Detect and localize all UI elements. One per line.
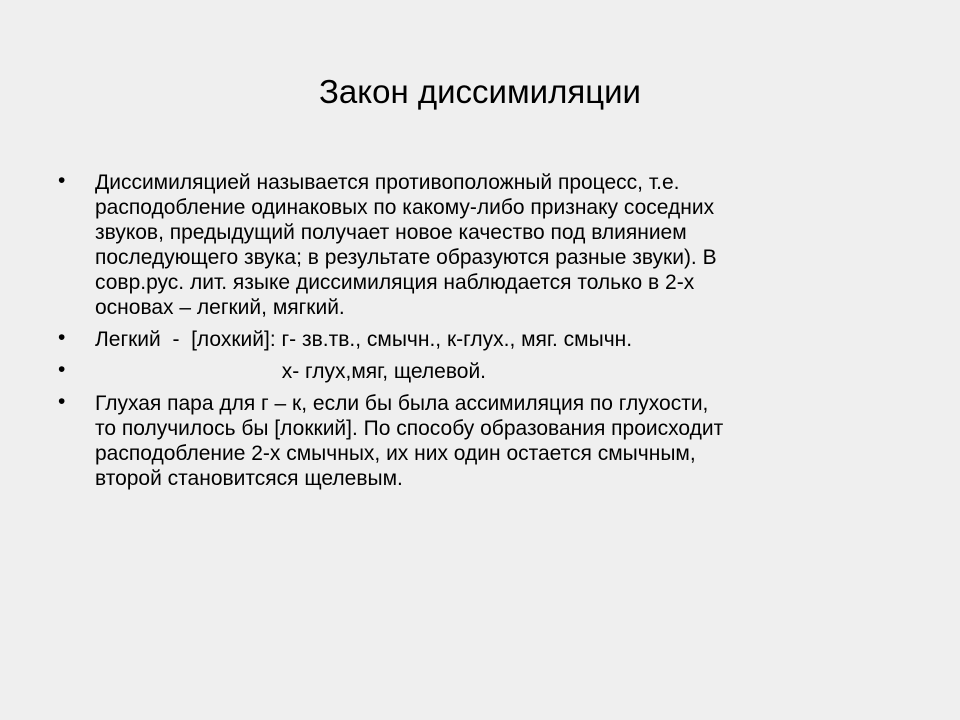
bullet-item-explanation xyxy=(58,391,918,491)
bullet-text: Легкий - [лохкий]: г- зв.тв., смычн., к-глух., мяг. смычн. xyxy=(95,328,633,351)
bullet-dot-icon: • xyxy=(58,326,66,349)
bullet-text: Диссимиляцией называется противоположный процесс, т.е. расподобление одинаковых по какому-либо признаку соседних звуков, предыдущий получает новое качество под влиянием последующего звука; в результате образуются разные звуки). В совр.рус. лит. языке диссимиляция наблюдается только в 2-х основах – легкий, мягкий. xyxy=(95,171,717,319)
bullet-dot-icon: • xyxy=(58,169,66,192)
bullet-text: Глухая пара для г – к, если бы была ассимиляция по глухости, то получилось бы [локкий]. По способу образования происходит расподобление 2-х смычных, их них один остается смычным, второй становитсяся щелевым. xyxy=(95,392,724,490)
bullet-list xyxy=(58,170,918,498)
bullet-item-definition xyxy=(58,170,918,320)
bullet-text: х- глух,мяг, щелевой. xyxy=(95,360,487,383)
bullet-dot-icon: • xyxy=(58,358,66,381)
bullet-item-example-continued xyxy=(58,359,918,384)
bullet-item-example xyxy=(58,327,918,352)
bullet-dot-icon: • xyxy=(58,390,66,413)
slide-title: Закон диссимиляции xyxy=(319,73,641,110)
